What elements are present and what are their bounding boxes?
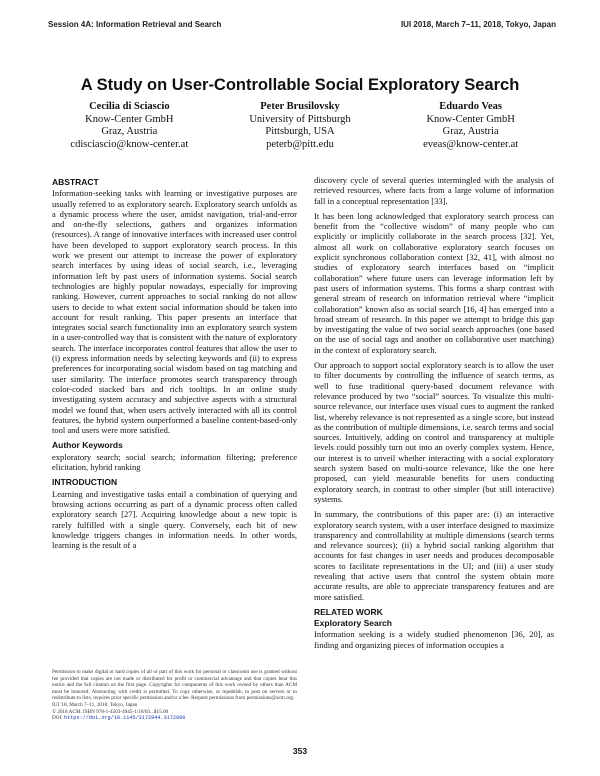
author-email: eveas@know-center.at: [423, 138, 519, 150]
author-name: Cecilia di Sciascio: [89, 101, 170, 112]
author-location: Graz, Austria: [442, 126, 499, 138]
body-paragraph: In summary, the contributions of this paper are: (i) an interactive exploratory search system, with a user interface designed to maximize transparency and controllability at multiple dimensions (search terms and relevance sources); (ii) a hybrid social ranking algorithm that accounts for fast changes in user needs and produces decomposable scores to facilitate representations in the UI; and (iii) a user study revealing that active users that control the system obtain more accurate results, are able to appreciate transparency features and are more satisfied.: [314, 509, 554, 602]
body-paragraph: Information seeking is a widely studied phenomenon [36, 20], as finding and organizing pieces of information occupies a: [314, 629, 554, 650]
abstract-heading: ABSTRACT: [52, 177, 99, 187]
session-label: Session 4A: Information Retrieval and Search: [48, 20, 222, 29]
body-paragraph: discovery cycle of several queries intermingled with the analysis of retrieved resources, where facts from a large volume of information fall in a conceptual representation [33].: [314, 175, 554, 206]
venue-line: IUI '18, March 7–11, 2018, Tokyo, Japan: [52, 701, 138, 708]
isbn-line: © 2018 ACM. ISBN 978-1-4503-4945-1/18/03...$15.00: [52, 708, 169, 715]
author-2: [215, 101, 385, 151]
abstract-text: Information-seeking tasks with learning or investigative purposes are usually referred to as exploratory search. Exploratory search unfolds as a dynamic process where the user, amidst navigation, trial-and-error and on-the-fly selections, gathers and organizes information (resources). A range of innovative interfaces with increased user control have been developed to support exploratory search process. In this work we present our attempt to increase the power of exploratory search interfaces by using ideas of social search, i.e., leveraging information left by past users of information systems. Social search technologies are highly popular nowadays, especially for improving ranking. However, current approaches to social ranking do not allow users to decide to what extent social information should be taken into account for result ranking. This paper presents an interface that integrates social search functionality into an exploratory search system in a user-controlled way that is consistent with the nature of exploratory search. The interface incorporates control features that allow the user to (i) express information needs by selecting keywords and (ii) to express preferences for incorporating social wisdom based on tag matching and user similarity. The interface promotes search transparency through color-coded stacked bars and rich tooltips. In an online study investigating system accuracy and subjective aspects with a structural model we found that, when users actively interacted with all its control features, the hybrid system outperformed a baseline content-based-only tool and users were more satisfied.: [52, 188, 297, 436]
body-paragraph: It has been long acknowledged that exploratory search process can benefit from the “collective wisdom” of many people who can explicitly or implicitly collaborate in the search process [32]. Yet, almost all work on collaborative exploratory search focuses on explicit synchronous collaboration context [32, 41], with almost no studies of exploratory search interfaces based on “implicit collaboration” where future users can leverage information left by past users of information systems. This forms a sharp contrast with general stream of research on information retrieval where “implicit collaboration” known also as social search [16, 4] has emerged into a broad stream of research. In this paper we attempt to bridge this gap by investigating the value of two social search approaches (one based on the use of social tags and another on collaborative user matching) in the context of exploratory search.: [314, 210, 554, 355]
author-email: cdisciascio@know-center.at: [70, 138, 189, 150]
body-paragraph: Our approach to support social exploratory search is to allow the user to filter documents by controlling the influence of search terms, as well to fuse traditional query-based document relevance with relevance produced by two “social” sources. To visualize this multi-source relevance, our interface uses visual cues to augment the ranked list, whereby relevance is not represented as a single score, but instead as the contribution of multiple dimensions, i.e. search terms and social sources. Intuitively, adding on control and transparency at multiple levels could possibly turn out into an overly complex system. Hence, our interest is to unveil whether interacting with a social exploratory search system based on multi-source relevance, like the one here proposed, can yield measurable benefits for users conducting exploratory search, in contrast to other simpler (but still interactive) systems.: [314, 360, 554, 504]
author-3: [386, 101, 556, 151]
keywords-text: exploratory search; social search; information filtering; preference elicitation, hybrid ranking: [52, 451, 297, 473]
author-affiliation: Know-Center GmbH: [85, 113, 174, 125]
keywords-heading: Author Keywords: [52, 440, 123, 451]
author-location: Graz, Austria: [101, 126, 158, 138]
doi-line: [52, 715, 297, 722]
introduction-text: Learning and investigative tasks entail a combination of querying and browsing actions occurring as part of a dynamic process often called exploratory search [27]. Acquiring knowledge about a new topic is rarely fulfilled with a single query. Conversely, each bit of new knowledge triggers changes in information needs. In other words, learning is the result of a: [52, 488, 297, 551]
author-name: Peter Brusilovsky: [260, 101, 340, 112]
related-work-heading: RELATED WORK: [314, 606, 383, 617]
exploratory-search-subheading: Exploratory Search: [314, 618, 392, 629]
author-email: peterb@pitt.edu: [266, 138, 334, 150]
introduction-heading: INTRODUCTION: [52, 477, 118, 488]
author-block: [44, 101, 556, 151]
permission-notice: Permission to make digital or hard copies of all or part of this work for personal or classroom use is granted without fee provided that copies are not made or distributed for profit or commercial advantage and that copies bear this notice and the full citation on the first page. Copyrights for components of this work owned by others than ACM must be honored. Abstracting with credit is permitted. To copy otherwise, or republish, to post on servers or to redistribute to lists, requires prior specific permission and/or a fee. Request permissions from permissions@acm.org.: [52, 669, 297, 702]
author-affiliation: University of Pittsburgh: [249, 113, 351, 125]
author-affiliation: Know-Center GmbH: [426, 113, 515, 125]
page-number: 353: [292, 746, 308, 756]
copyright-block: [52, 669, 297, 722]
conference-label: IUI 2018, March 7–11, 2018, Tokyo, Japan: [400, 20, 556, 29]
doi-label: DOI:: [52, 715, 63, 722]
paper-title: A Study on User-Controllable Social Exploratory Search: [80, 76, 520, 94]
doi-link[interactable]: https://doi.org/10.1145/3172944.3172986: [63, 715, 186, 722]
right-column: [314, 175, 554, 655]
author-name: Eduardo Veas: [439, 101, 502, 112]
author-1: [44, 101, 214, 151]
left-column: [52, 177, 297, 555]
author-location: Pittsburgh, USA: [265, 126, 335, 138]
